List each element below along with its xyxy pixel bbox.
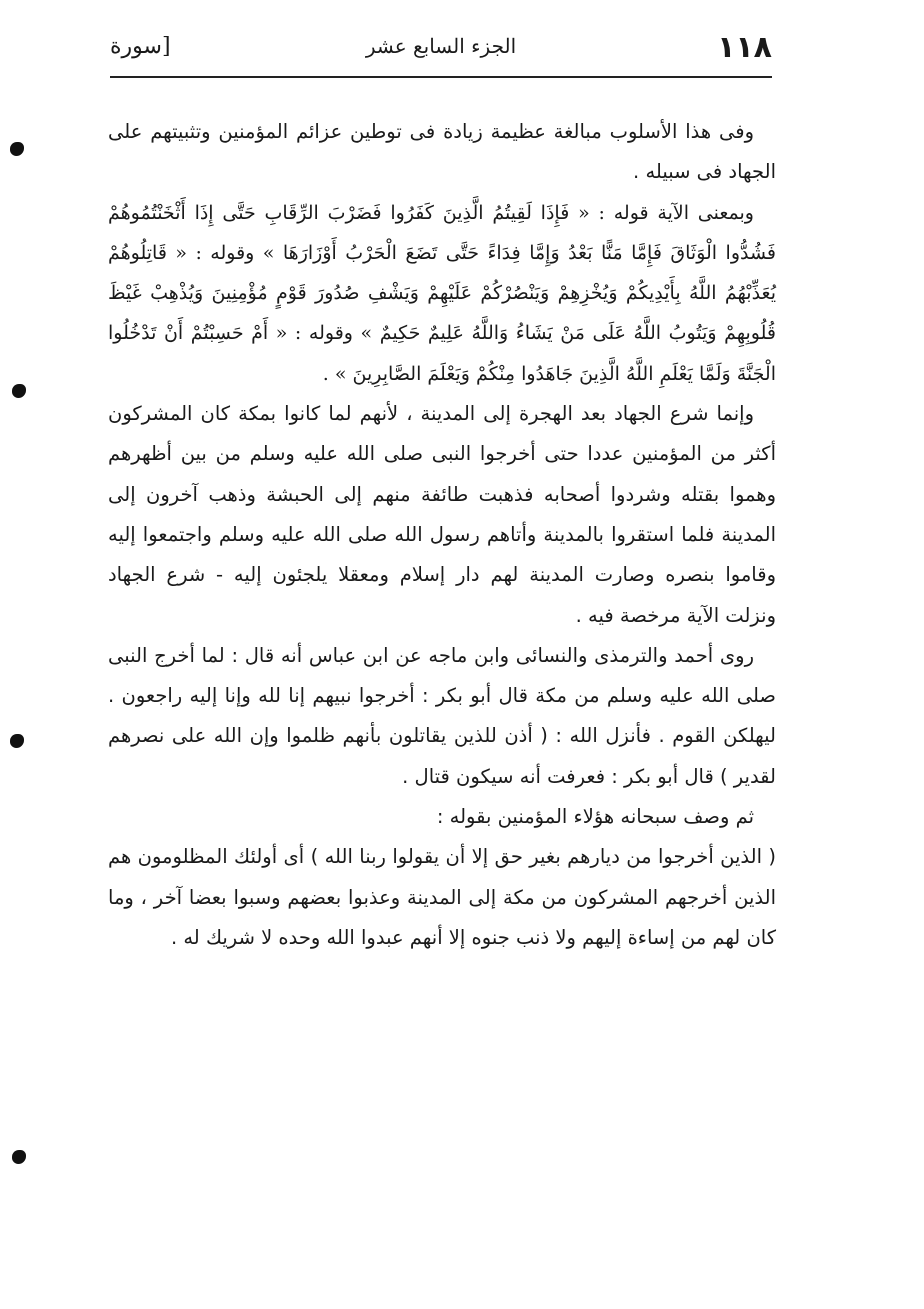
paragraph-6: ( الذين أخرجوا من ديارهم بغير حق إلا أن يقولوا ربنا الله ) أى أولئك المظلومون هم الذين أخرجهم المشركون من مكة إلى المدينة وعذبوا بعضهم وسبوا بعضا آخر ، وما كان لهم من إساءة إليهم ولا ذنب جنوه إلا أنهم عبدوا الله وحده لا شريك له . bbox=[108, 845, 776, 949]
paragraph-1: وفى هذا الأسلوب مبالغة عظيمة زيادة فى توطين عزائم المؤمنين وتثبيتهم على الجهاد فى سبيله . bbox=[108, 120, 776, 184]
paragraph-3: وإنما شرع الجهاد بعد الهجرة إلى المدينة ، لأنهم لما كانوا بمكة كان المشركون أكثر من المؤمنين عددا حتى أخرجوا النبى صلى الله عليه وسلم من بين أظهرهم وهموا بقتله وشردوا أصحابه فذهبت طائفة منهم إلى الحبشة وذهب آخرون إلى المدينة فلما استقروا بالمدينة وأتاهم رسول الله صلى الله عليه وسلم واجتمعوا إليه وقاموا بنصره وصارت المدينة لهم دار إسلام ومعقلا يلجئون إليه - شرع الجهاد ونزلت الآية مرخصة فيه . bbox=[108, 402, 776, 627]
ink-blot bbox=[12, 1150, 26, 1164]
running-title: الجزء السابع عشر bbox=[365, 34, 517, 58]
page-header bbox=[110, 26, 772, 78]
page-number: ١١٨ bbox=[717, 30, 772, 65]
paragraph-4: روى أحمد والترمذى والنسائى وابن ماجه عن ابن عباس أنه قال : لما أخرج النبى صلى الله عليه وسلم من مكة قال أبو بكر : أخرجوا نبيهم إنا لله وإنا إليه راجعون . ليهلكن القوم . فأنزل الله : ( أذن للذين يقاتلون بأنهم ظلموا وإن الله على نصرهم لقدير ) قال أبو بكر : فعرفت أنه سيكون قتال . bbox=[108, 643, 776, 788]
header-rule bbox=[110, 76, 772, 78]
surah-label: [سورة bbox=[110, 34, 171, 59]
ink-blot bbox=[12, 384, 26, 398]
ink-blot bbox=[10, 142, 24, 156]
page-body bbox=[108, 112, 776, 958]
paragraph-5: ثم وصف سبحانه هؤلاء المؤمنين بقوله : bbox=[436, 805, 754, 829]
ink-blot bbox=[10, 734, 24, 748]
paragraph-2: وبمعنى الآية قوله : « فَإِذَا لَقِيتُمُ الَّذِينَ كَفَرُوا فَضَرْبَ الرِّقَابِ حَتَّى إِذَا أَثْخَنْتُمُوهُمْ فَشُدُّوا الْوَثَاقَ فَإِمَّا مَنًّا بَعْدُ وَإِمَّا فِدَاءً حَتَّى تَضَعَ الْحَرْبُ أَوْزَارَهَا » وقوله : « قَاتِلُوهُمْ يُعَذِّبْهُمُ اللَّهُ بِأَيْدِيكُمْ وَيُخْزِهِمْ وَيَنْصُرْكُمْ عَلَيْهِمْ وَيَشْفِ صُدُورَ قَوْمٍ مُؤْمِنِينَ وَيُذْهِبْ غَيْظَ قُلُوبِهِمْ وَيَتُوبُ اللَّهُ عَلَى مَنْ يَشَاءُ وَاللَّهُ عَلِيمٌ حَكِيمٌ » وقوله : « أَمْ حَسِبْتُمْ أَنْ تَدْخُلُوا الْجَنَّةَ وَلَمَّا يَعْلَمِ اللَّهُ الَّذِينَ جَاهَدُوا مِنْكُمْ وَيَعْلَمَ الصَّابِرِينَ » . bbox=[108, 201, 776, 385]
